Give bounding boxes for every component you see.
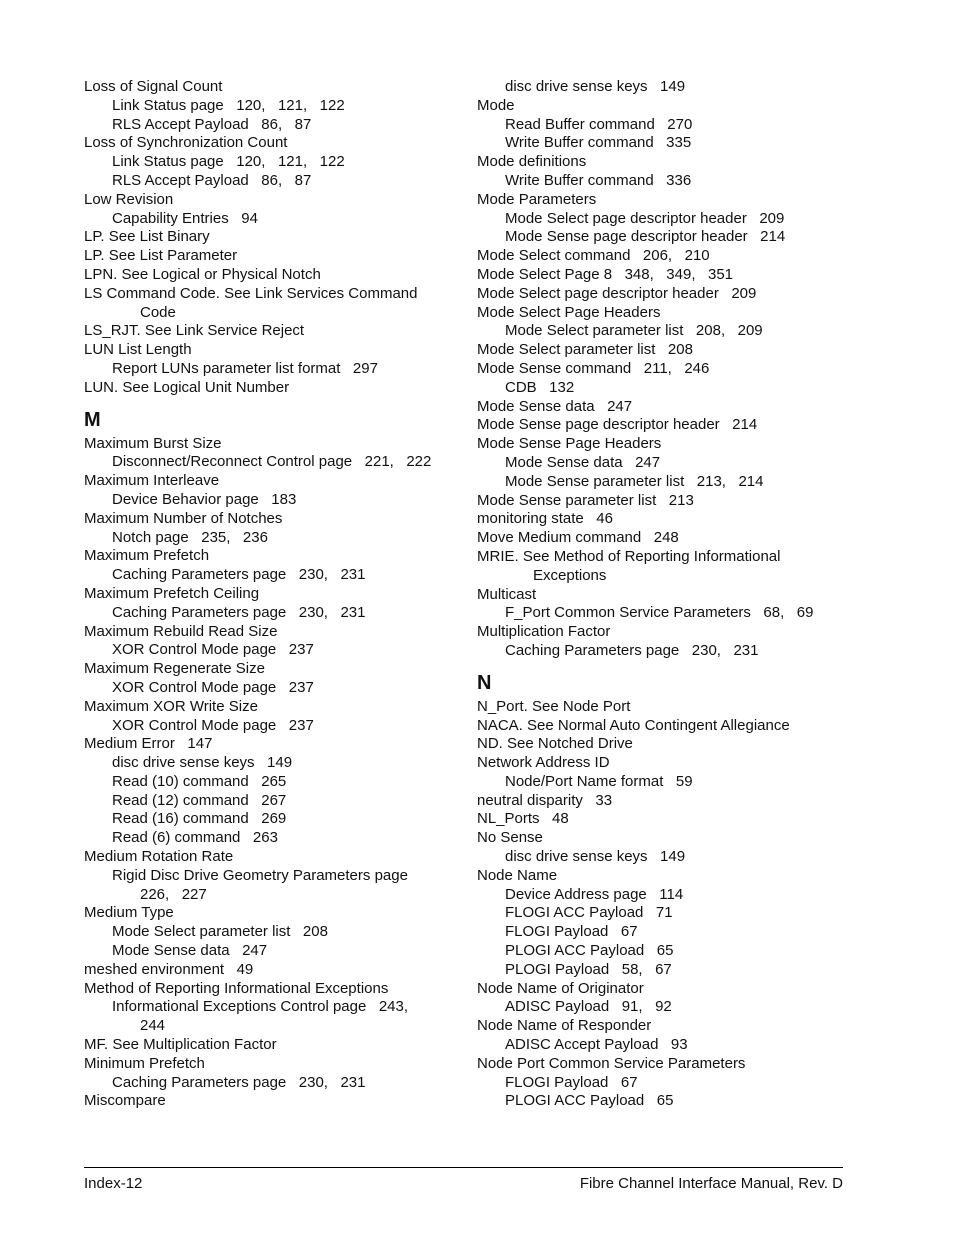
index-subentry: Device Behavior page 183 bbox=[112, 490, 297, 508]
footer-rule bbox=[84, 1167, 843, 1168]
index-subentry: FLOGI ACC Payload 71 bbox=[505, 904, 673, 922]
index-subentry: Report LUNs parameter list format 297 bbox=[112, 359, 378, 377]
index-entry: Mode Sense Page Headers bbox=[477, 435, 662, 453]
index-entry: Mode Sense page descriptor header 214 bbox=[477, 416, 758, 434]
index-entry: Maximum Prefetch bbox=[84, 547, 210, 565]
index-subentry: Read (6) command 263 bbox=[112, 829, 278, 847]
index-subentry: 226, 227 bbox=[140, 885, 207, 903]
index-entry: Mode definitions bbox=[477, 153, 587, 171]
index-subentry: CDB 132 bbox=[505, 378, 575, 396]
index-entry: Mode Sense parameter list 213 bbox=[477, 491, 694, 509]
index-subentry: Caching Parameters page 230, 231 bbox=[112, 1073, 366, 1091]
index-entry: MF. See Multiplication Factor bbox=[84, 1036, 277, 1054]
index-entry: Low Revision bbox=[84, 190, 174, 208]
index-subentry: RLS Accept Payload 86, 87 bbox=[112, 115, 312, 133]
index-entry: Maximum Number of Notches bbox=[84, 509, 283, 527]
index-entry: LUN List Length bbox=[84, 341, 192, 359]
index-subentry: Mode Sense page descriptor header 214 bbox=[505, 228, 786, 246]
index-subentry: Mode Sense data 247 bbox=[112, 942, 268, 960]
index-entry: LUN. See Logical Unit Number bbox=[84, 378, 290, 396]
index-entry: Mode Select Page 8 348, 349, 351 bbox=[477, 265, 734, 283]
index-entry: Loss of Synchronization Count bbox=[84, 134, 288, 152]
index-subentry: Capability Entries 94 bbox=[112, 209, 258, 227]
index-entry: LP. See List Parameter bbox=[84, 247, 238, 265]
index-subentry: Read (10) command 265 bbox=[112, 772, 287, 790]
index-entry: N_Port. See Node Port bbox=[477, 697, 631, 715]
index-subentry: Mode Sense data 247 bbox=[505, 453, 661, 471]
index-entry: Mode bbox=[477, 96, 515, 114]
index-entry: Mode Parameters bbox=[477, 190, 597, 208]
index-entry: Mode Select command 206, 210 bbox=[477, 247, 710, 265]
index-entry: Maximum Prefetch Ceiling bbox=[84, 584, 260, 602]
index-entry: neutral disparity 33 bbox=[477, 791, 613, 809]
index-subentry: F_Port Common Service Parameters 68, 69 bbox=[505, 604, 814, 622]
index-entry: Mode Select Page Headers bbox=[477, 303, 661, 321]
index-entry: Medium Rotation Rate bbox=[84, 848, 234, 866]
index-subentry: Node/Port Name format 59 bbox=[505, 772, 693, 790]
index-subentry: Mode Select page descriptor header 209 bbox=[505, 209, 785, 227]
index-entry: Multicast bbox=[477, 585, 537, 603]
index-subentry: XOR Control Mode page 237 bbox=[112, 678, 314, 696]
index-subentry: Mode Select parameter list 208, 209 bbox=[505, 322, 763, 340]
index-entry: Method of Reporting Informational Exceptions bbox=[84, 979, 389, 997]
index-entry: LS Command Code. See Link Services Command bbox=[84, 284, 418, 302]
index-entry: Medium Type bbox=[84, 904, 174, 922]
index-subentry: Mode Sense parameter list 213, 214 bbox=[505, 472, 764, 490]
index-entry: Multiplication Factor bbox=[477, 623, 611, 641]
index-subentry: disc drive sense keys 149 bbox=[505, 848, 686, 866]
index-subentry: RLS Accept Payload 86, 87 bbox=[112, 171, 312, 189]
index-subentry: Disconnect/Reconnect Control page 221, 222 bbox=[112, 453, 432, 471]
index-subentry: Rigid Disc Drive Geometry Parameters page bbox=[112, 866, 408, 884]
index-entry: Node Name of Originator bbox=[477, 979, 644, 997]
index-subentry: XOR Control Mode page 237 bbox=[112, 641, 314, 659]
index-entry: monitoring state 46 bbox=[477, 510, 613, 528]
index-subentry: PLOGI ACC Payload 65 bbox=[505, 942, 674, 960]
index-entry: ND. See Notched Drive bbox=[477, 735, 633, 753]
index-entry: Node Name bbox=[477, 866, 558, 884]
index-entry: No Sense bbox=[477, 829, 543, 847]
index-subentry: Caching Parameters page 230, 231 bbox=[505, 641, 759, 659]
index-subentry: Read Buffer command 270 bbox=[505, 115, 693, 133]
index-subentry: Write Buffer command 336 bbox=[505, 171, 692, 189]
index-entry: Minimum Prefetch bbox=[84, 1054, 205, 1072]
index-entry: Loss of Signal Count bbox=[84, 78, 223, 95]
index-section-letter: M bbox=[84, 408, 101, 431]
index-entry: LPN. See Logical or Physical Notch bbox=[84, 265, 321, 283]
index-subentry: ADISC Accept Payload 93 bbox=[505, 1036, 688, 1054]
index-subentry: Exceptions bbox=[533, 566, 607, 584]
index-entry: Mode Sense command 211, 246 bbox=[477, 359, 710, 377]
index-subentry: PLOGI ACC Payload 65 bbox=[505, 1092, 674, 1110]
index-subentry: 244 bbox=[140, 1017, 166, 1035]
index-entry: NL_Ports 48 bbox=[477, 810, 569, 828]
index-entry: meshed environment 49 bbox=[84, 960, 254, 978]
index-entry: LP. See List Binary bbox=[84, 228, 210, 246]
index-subentry: disc drive sense keys 149 bbox=[505, 78, 686, 95]
index-subentry: Write Buffer command 335 bbox=[505, 134, 692, 152]
index-entry: Miscompare bbox=[84, 1092, 166, 1110]
index-subentry: Informational Exceptions Control page 243, bbox=[112, 998, 409, 1016]
index-subentry: Link Status page 120, 121, 122 bbox=[112, 153, 345, 171]
index-entry: Move Medium command 248 bbox=[477, 529, 679, 547]
index-entry: Mode Sense data 247 bbox=[477, 397, 633, 415]
index-subentry: Link Status page 120, 121, 122 bbox=[112, 96, 345, 114]
index-column-right bbox=[477, 78, 857, 1111]
index-entry: LS_RJT. See Link Service Reject bbox=[84, 322, 305, 340]
index-subentry: Device Address page 114 bbox=[505, 885, 684, 903]
page-number: Index-12 bbox=[84, 1175, 143, 1192]
index-entry: Node Port Common Service Parameters bbox=[477, 1054, 746, 1072]
index-subentry: Read (12) command 267 bbox=[112, 791, 287, 809]
index-subentry: Mode Select parameter list 208 bbox=[112, 923, 328, 941]
index-entry: Node Name of Responder bbox=[477, 1017, 652, 1035]
index-entry: Mode Select parameter list 208 bbox=[477, 341, 693, 359]
index-entry: MRIE. See Method of Reporting Informational bbox=[477, 547, 781, 565]
index-subentry: Notch page 235, 236 bbox=[112, 528, 268, 546]
index-subentry: XOR Control Mode page 237 bbox=[112, 716, 314, 734]
index-subentry: Code bbox=[140, 303, 176, 321]
index-entry: Medium Error 147 bbox=[84, 735, 213, 753]
index-subentry: FLOGI Payload 67 bbox=[505, 1073, 638, 1091]
index-entry: Network Address ID bbox=[477, 754, 610, 772]
index-subentry: FLOGI Payload 67 bbox=[505, 923, 638, 941]
document-title: Fibre Channel Interface Manual, Rev. D bbox=[579, 1175, 843, 1192]
index-subentry: Caching Parameters page 230, 231 bbox=[112, 566, 366, 584]
index-subentry: Caching Parameters page 230, 231 bbox=[112, 603, 366, 621]
index-entry: Maximum XOR Write Size bbox=[84, 697, 258, 715]
index-entry: Mode Select page descriptor header 209 bbox=[477, 284, 757, 302]
index-subentry: disc drive sense keys 149 bbox=[112, 754, 293, 772]
index-entry: Maximum Burst Size bbox=[84, 434, 222, 452]
index-section-letter: N bbox=[477, 671, 492, 694]
index-column-left bbox=[84, 78, 464, 1111]
index-subentry: Read (16) command 269 bbox=[112, 810, 287, 828]
index-entry: Maximum Rebuild Read Size bbox=[84, 622, 278, 640]
index-entry: Maximum Regenerate Size bbox=[84, 660, 265, 678]
index-entry: NACA. See Normal Auto Contingent Allegiance bbox=[477, 716, 790, 734]
index-subentry: PLOGI Payload 58, 67 bbox=[505, 960, 672, 978]
index-entry: Maximum Interleave bbox=[84, 472, 220, 490]
index-subentry: ADISC Payload 91, 92 bbox=[505, 998, 672, 1016]
